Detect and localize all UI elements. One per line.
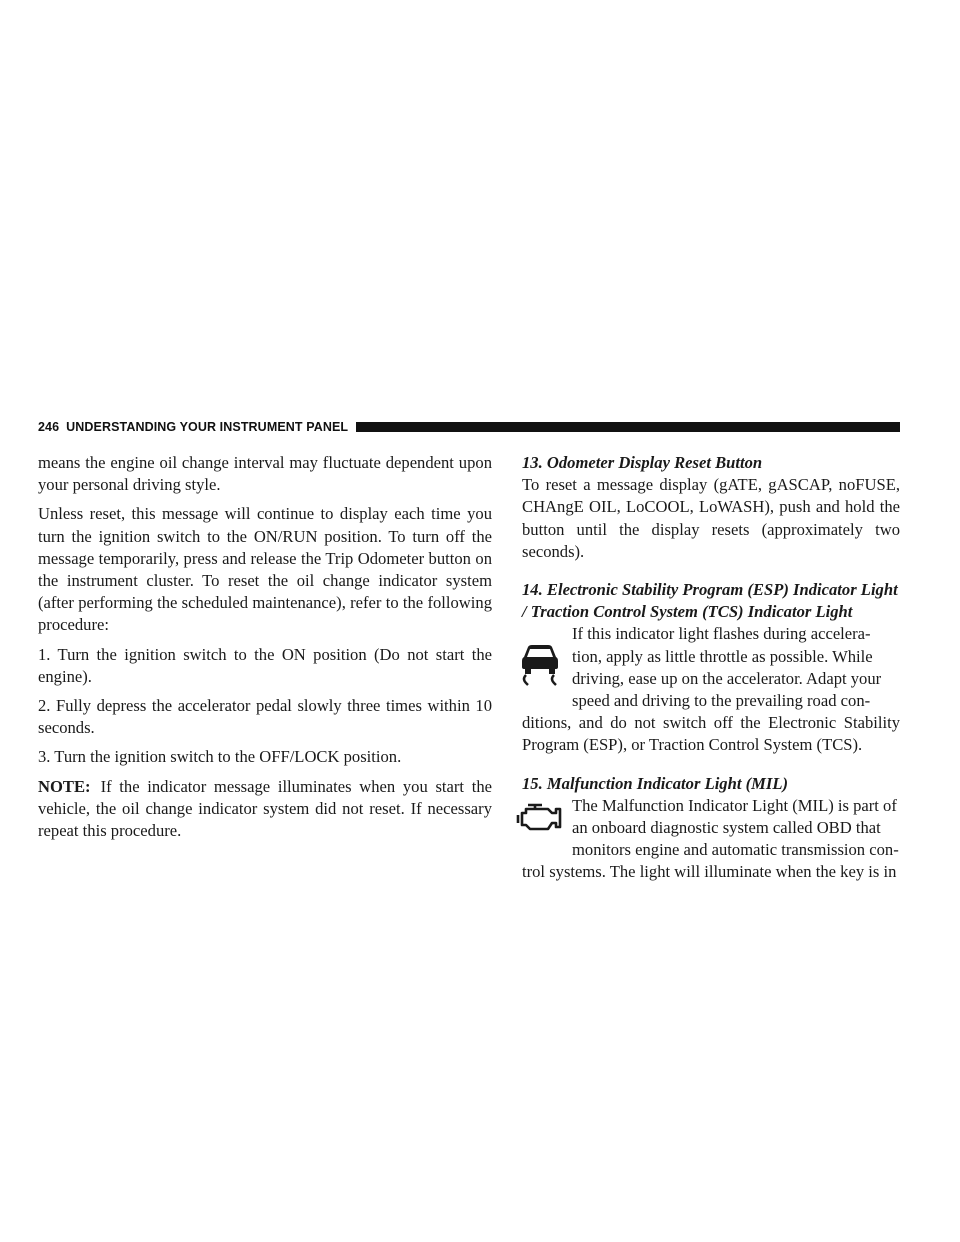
note-label: NOTE: [38,776,91,796]
skidding-car-icon [516,635,564,687]
note-paragraph [38,776,492,843]
mil-text-line-3: monitors engine and automatic transmission con- [572,840,899,860]
heading-mil: 15. Malfunction Indicator Light (MIL) [522,773,788,793]
page-number: 246 [38,420,60,434]
esp-text-line-3: driving, ease up on the accelerator. Adapt your [572,668,882,688]
right-column [522,452,900,891]
mil-text-line-1: The Malfunction Indicator Light (MIL) is part of [572,795,897,815]
paragraph-odometer-reset: To reset a message display (gATE, gASCAP, noFUSE, CHAngE OIL, LoCOOL, LoWASH), push and hold the button until the display resets (approximately two seconds). [522,475,900,561]
heading-odometer-reset: 13. Odometer Display Reset Button [522,453,763,472]
section-title: UNDERSTANDING YOUR INSTRUMENT PANEL [66,420,349,434]
left-column [38,452,492,849]
mil-block [522,795,900,884]
paragraph-reset-info: Unless reset, this message will continue to display each time you turn the ignition switch to the ON/RUN position. To turn off the message temporarily, press and release the Trip Odometer button on the instrument cluster. To reset the oil change indicator system (after performing the scheduled maintenance), refer to the following procedure: [38,504,492,635]
page-header [38,418,900,436]
engine-check-icon [516,797,564,837]
esp-text-line-4: speed and driving to the prevailing road con- [572,691,871,711]
procedure-step-1: 1. Turn the ignition switch to the ON position (Do not start the engine). [38,644,492,686]
note-text: If the indicator message illuminates when you start the vehicle, the oil change indicator system did not reset. If necessary repeat this procedure. [38,776,492,841]
procedure-step-3: 3. Turn the ignition switch to the OFF/LOCK position. [38,747,402,767]
mil-text-line-2: an onboard diagnostic system called OBD that [572,818,881,838]
mil-text-rest: trol systems. The light will illuminate when the key is in [522,862,897,882]
header-rule [356,422,900,432]
procedure-step-2: 2. Fully depress the accelerator pedal slowly three times within 10 seconds. [38,696,492,738]
esp-text-line-2: tion, apply as little throttle as possible. While [572,646,873,666]
esp-block [522,623,900,756]
heading-esp-tcs: 14. Electronic Stability Program (ESP) Indicator Light / Traction Control System (TCS) Indicator Light [522,580,898,622]
esp-text-line-1: If this indicator light flashes during accelera- [572,624,871,644]
esp-text-rest: ditions, and do not switch off the Electronic Stability Program (ESP), or Traction Control System (TCS). [522,713,900,755]
paragraph-continuation: means the engine oil change interval may fluctuate dependent upon your personal driving style. [38,453,492,495]
